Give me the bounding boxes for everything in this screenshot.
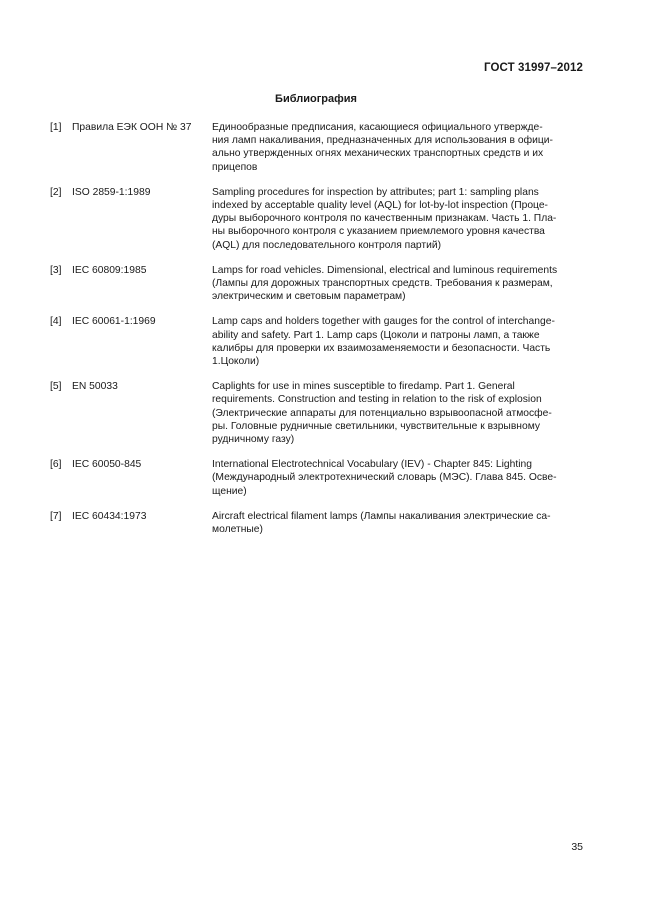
entry-identifier: IEC 60061-1:1969 — [72, 316, 156, 328]
entry-description: Lamps for road vehicles. Dimensional, electrical and luminous requirements (Лампы для дорожных транспортных средств. Требования к размерам, электрическим и световым параметрам) — [212, 264, 558, 303]
bibliography-entry-6 — [50, 458, 583, 498]
bibliography-entry-5 — [50, 380, 583, 446]
entry-description: Единообразные предписания, касающиеся официального утвержде- ния ламп накаливания, предназначенных для использования в офици- ально утвержденных огнях механических транспортных средств и их прицепов — [212, 122, 553, 173]
entry-identifier: EN 50033 — [72, 381, 118, 393]
entry-number: [1] — [50, 122, 62, 133]
section-title: Библиография — [275, 93, 357, 105]
bibliography-entry-3 — [50, 264, 583, 304]
entry-number: [4] — [50, 316, 62, 328]
entry-number: [7] — [50, 510, 62, 522]
entry-description: Aircraft electrical filament lamps (Лампы накаливания электрические са- молетные) — [212, 510, 551, 536]
entry-identifier: Правила ЕЭК ООН № 37 — [72, 122, 192, 133]
entry-identifier: ISO 2859-1:1989 — [72, 186, 151, 198]
entry-description: International Electrotechnical Vocabulary (IEV) - Chapter 845: Lighting (Международный электротехнический словарь (МЭС). Глава 845. Осве- щение) — [212, 459, 557, 497]
page-number: 35 — [571, 841, 583, 853]
bibliography-list — [50, 121, 583, 548]
bibliography-entry-2 — [50, 186, 583, 252]
entry-number: [2] — [50, 186, 62, 198]
entry-identifier: IEC 60809:1985 — [72, 264, 147, 276]
entry-description: Caplights for use in mines susceptible to firedamp. Part 1. General requirements. Construction and testing in relation to the risk of explosion (Электрические аппараты для потенциально взрывоопасной атмосфе- ры. Головные рудничные светильники, чувствительные к взрывному рудничному газу) — [212, 381, 552, 446]
entry-identifier: IEC 60050-845 — [72, 459, 142, 471]
bibliography-entry-1 — [50, 121, 583, 174]
bibliography-entry-4 — [50, 315, 583, 368]
entry-description: Lamp caps and holders together with gauges for the control of interchange- ability and safety. Part 1. Lamp caps (Цоколи и патроны ламп, а также калибры для проверки их взаимозаменяемости и безопасности. Часть 1.Цоколи) — [212, 316, 555, 368]
entry-description: Sampling procedures for inspection by attributes; part 1: sampling plans indexed by acceptable quality level (AQL) for lot-by-lot inspection (Проце- дуры выборочного контроля по качественным признакам. Часть 1. Пла- ны выборочного контроля с указанием приемлемого уровня качества (AQL) для последовательного контроля партий) — [212, 186, 557, 251]
bibliography-entry-7 — [50, 510, 583, 536]
document-code-header: ГОСТ 31997–2012 — [483, 62, 583, 74]
entry-number: [3] — [50, 264, 62, 276]
entry-number: [6] — [50, 459, 62, 471]
entry-number: [5] — [50, 381, 62, 393]
entry-identifier: IEC 60434:1973 — [72, 510, 147, 522]
